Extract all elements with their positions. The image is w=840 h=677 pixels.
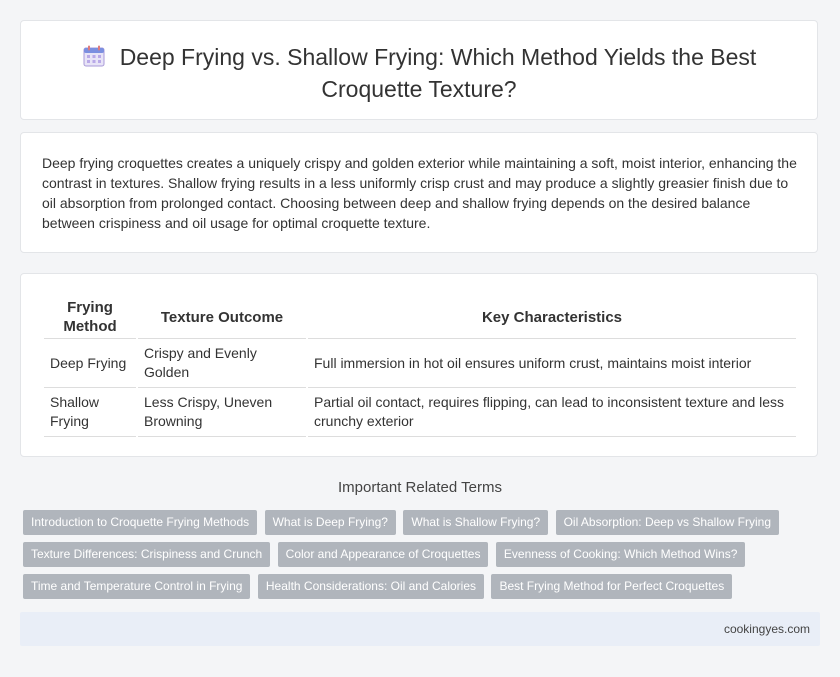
table-cell: Less Crispy, Uneven Browning: [138, 388, 306, 437]
calendar-icon: [82, 44, 106, 75]
table-row: [44, 339, 796, 388]
column-header: Key Characteristics: [308, 296, 796, 339]
column-header: Frying Method: [44, 296, 136, 339]
related-tag[interactable]: Oil Absorption: Deep vs Shallow Frying: [556, 510, 779, 535]
related-terms-heading: Important Related Terms: [338, 479, 502, 496]
header-card: [20, 20, 818, 120]
column-header: Texture Outcome: [138, 296, 306, 339]
table-header-row: [44, 296, 796, 339]
footer: [20, 612, 820, 646]
related-tag[interactable]: Time and Temperature Control in Frying: [23, 574, 250, 599]
table-cell: Full immersion in hot oil ensures uniform crust, maintains moist interior: [308, 339, 796, 388]
related-tag[interactable]: Color and Appearance of Croquettes: [278, 542, 489, 567]
footer-site-link[interactable]: cookingyes.com: [723, 622, 810, 636]
related-tag[interactable]: Introduction to Croquette Frying Methods: [23, 510, 257, 535]
table-row: [44, 388, 796, 437]
related-tag[interactable]: Texture Differences: Crispiness and Crunch: [23, 542, 270, 567]
table-cell: Partial oil contact, requires flipping, can lead to inconsistent texture and less crunchy exterior: [308, 388, 796, 437]
page-title-wrap: [61, 43, 777, 104]
comparison-table: [42, 296, 798, 437]
table-cell: Crispy and Evenly Golden: [138, 339, 306, 388]
table-cell: Shallow Frying: [44, 388, 136, 437]
page-title: Deep Frying vs. Shallow Frying: Which Method Yields the Best Croquette Texture?: [119, 44, 757, 102]
related-tag[interactable]: Evenness of Cooking: Which Method Wins?: [496, 542, 745, 567]
intro-card: [20, 132, 818, 253]
related-terms-tags: [23, 510, 823, 606]
related-tag[interactable]: What is Deep Frying?: [265, 510, 396, 535]
related-tag[interactable]: Health Considerations: Oil and Calories: [258, 574, 484, 599]
related-tag[interactable]: Best Frying Method for Perfect Croquettes: [491, 574, 732, 599]
comparison-card: [20, 273, 818, 457]
intro-paragraph: Deep frying croquettes creates a uniquely crispy and golden exterior while maintaining a soft, moist interior, enhancing the contrast in textures. Shallow frying results in a less uniformly crisp crust and may produce a slightly greasier finish due to oil absorption from prolonged contact. Choosing between deep and shallow frying depends on the desired balance between crispiness and oil usage for optimal croquette texture.: [42, 155, 797, 231]
table-cell: Deep Frying: [44, 339, 136, 388]
related-tag[interactable]: What is Shallow Frying?: [403, 510, 548, 535]
